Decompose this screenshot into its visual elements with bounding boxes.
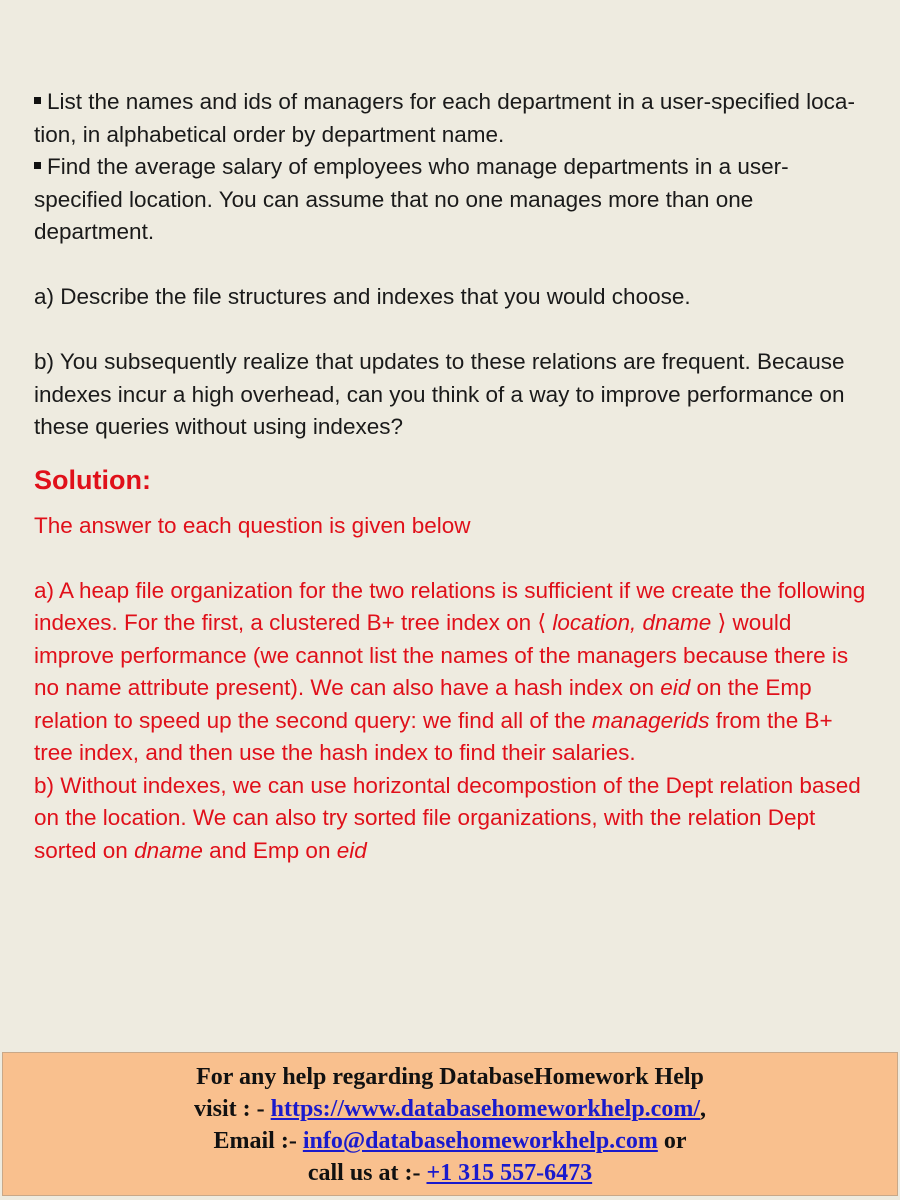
answer-b: b) Without indexes, we can use horizontal decompostion of the Dept relation based on the location. We can also try sorted file organizations, with the relation Dept sorted on dname and Emp on eid [34, 772, 861, 863]
question-bullet-1: List the names and ids of managers for each department in a user-specified loca- tion, in alphabetical order by department name. [34, 89, 855, 147]
bullet-icon [34, 162, 41, 169]
footer-visit-line: visit : - https://www.databasehomeworkhelp.com/, [193, 1096, 706, 1122]
footer-email-line: Email :- info@databasehomeworkhelp.com or [213, 1128, 687, 1154]
question-part-b: b) You subsequently realize that updates to these relations are frequent. Because indexes incur a high overhead, can you think of a way to improve performance on these queries without using indexes? [34, 349, 845, 439]
question-part-a: a) Describe the file structures and indexes that you would choose. [34, 284, 691, 309]
email-link[interactable]: info@databasehomeworkhelp.com [302, 1128, 658, 1154]
website-link[interactable]: https://www.databasehomeworkhelp.com/ [270, 1096, 700, 1122]
answer-a: a) A heap file organization for the two relations is sufficient if we create the following indexes. For the first, a clustered B+ tree index on ⟨ location, dname ⟩ would improve performance (we cannot list the names of the managers because there is no name attribute present). We can also have a hash index on eid on the Emp relation to speed up the second query: we find all of the managerids from the B+ tree index, and then use the hash index to find their salaries. [34, 577, 866, 765]
document-body [34, 86, 874, 867]
solution-intro: The answer to each question is given below [34, 512, 471, 538]
phone-link[interactable]: +1 315 557-6473 [426, 1160, 593, 1186]
bullet-icon [34, 97, 41, 104]
solution-heading: Solution: [34, 464, 151, 495]
contact-footer [2, 1052, 898, 1196]
footer-call-line: call us at :- +1 315 557-6473 [307, 1160, 593, 1186]
footer-help-line: For any help regarding DatabaseHomework Help [196, 1064, 704, 1090]
question-bullet-2: Find the average salary of employees who manage departments in a user-specified location. You can assume that no one manages more than one department. [34, 154, 789, 244]
